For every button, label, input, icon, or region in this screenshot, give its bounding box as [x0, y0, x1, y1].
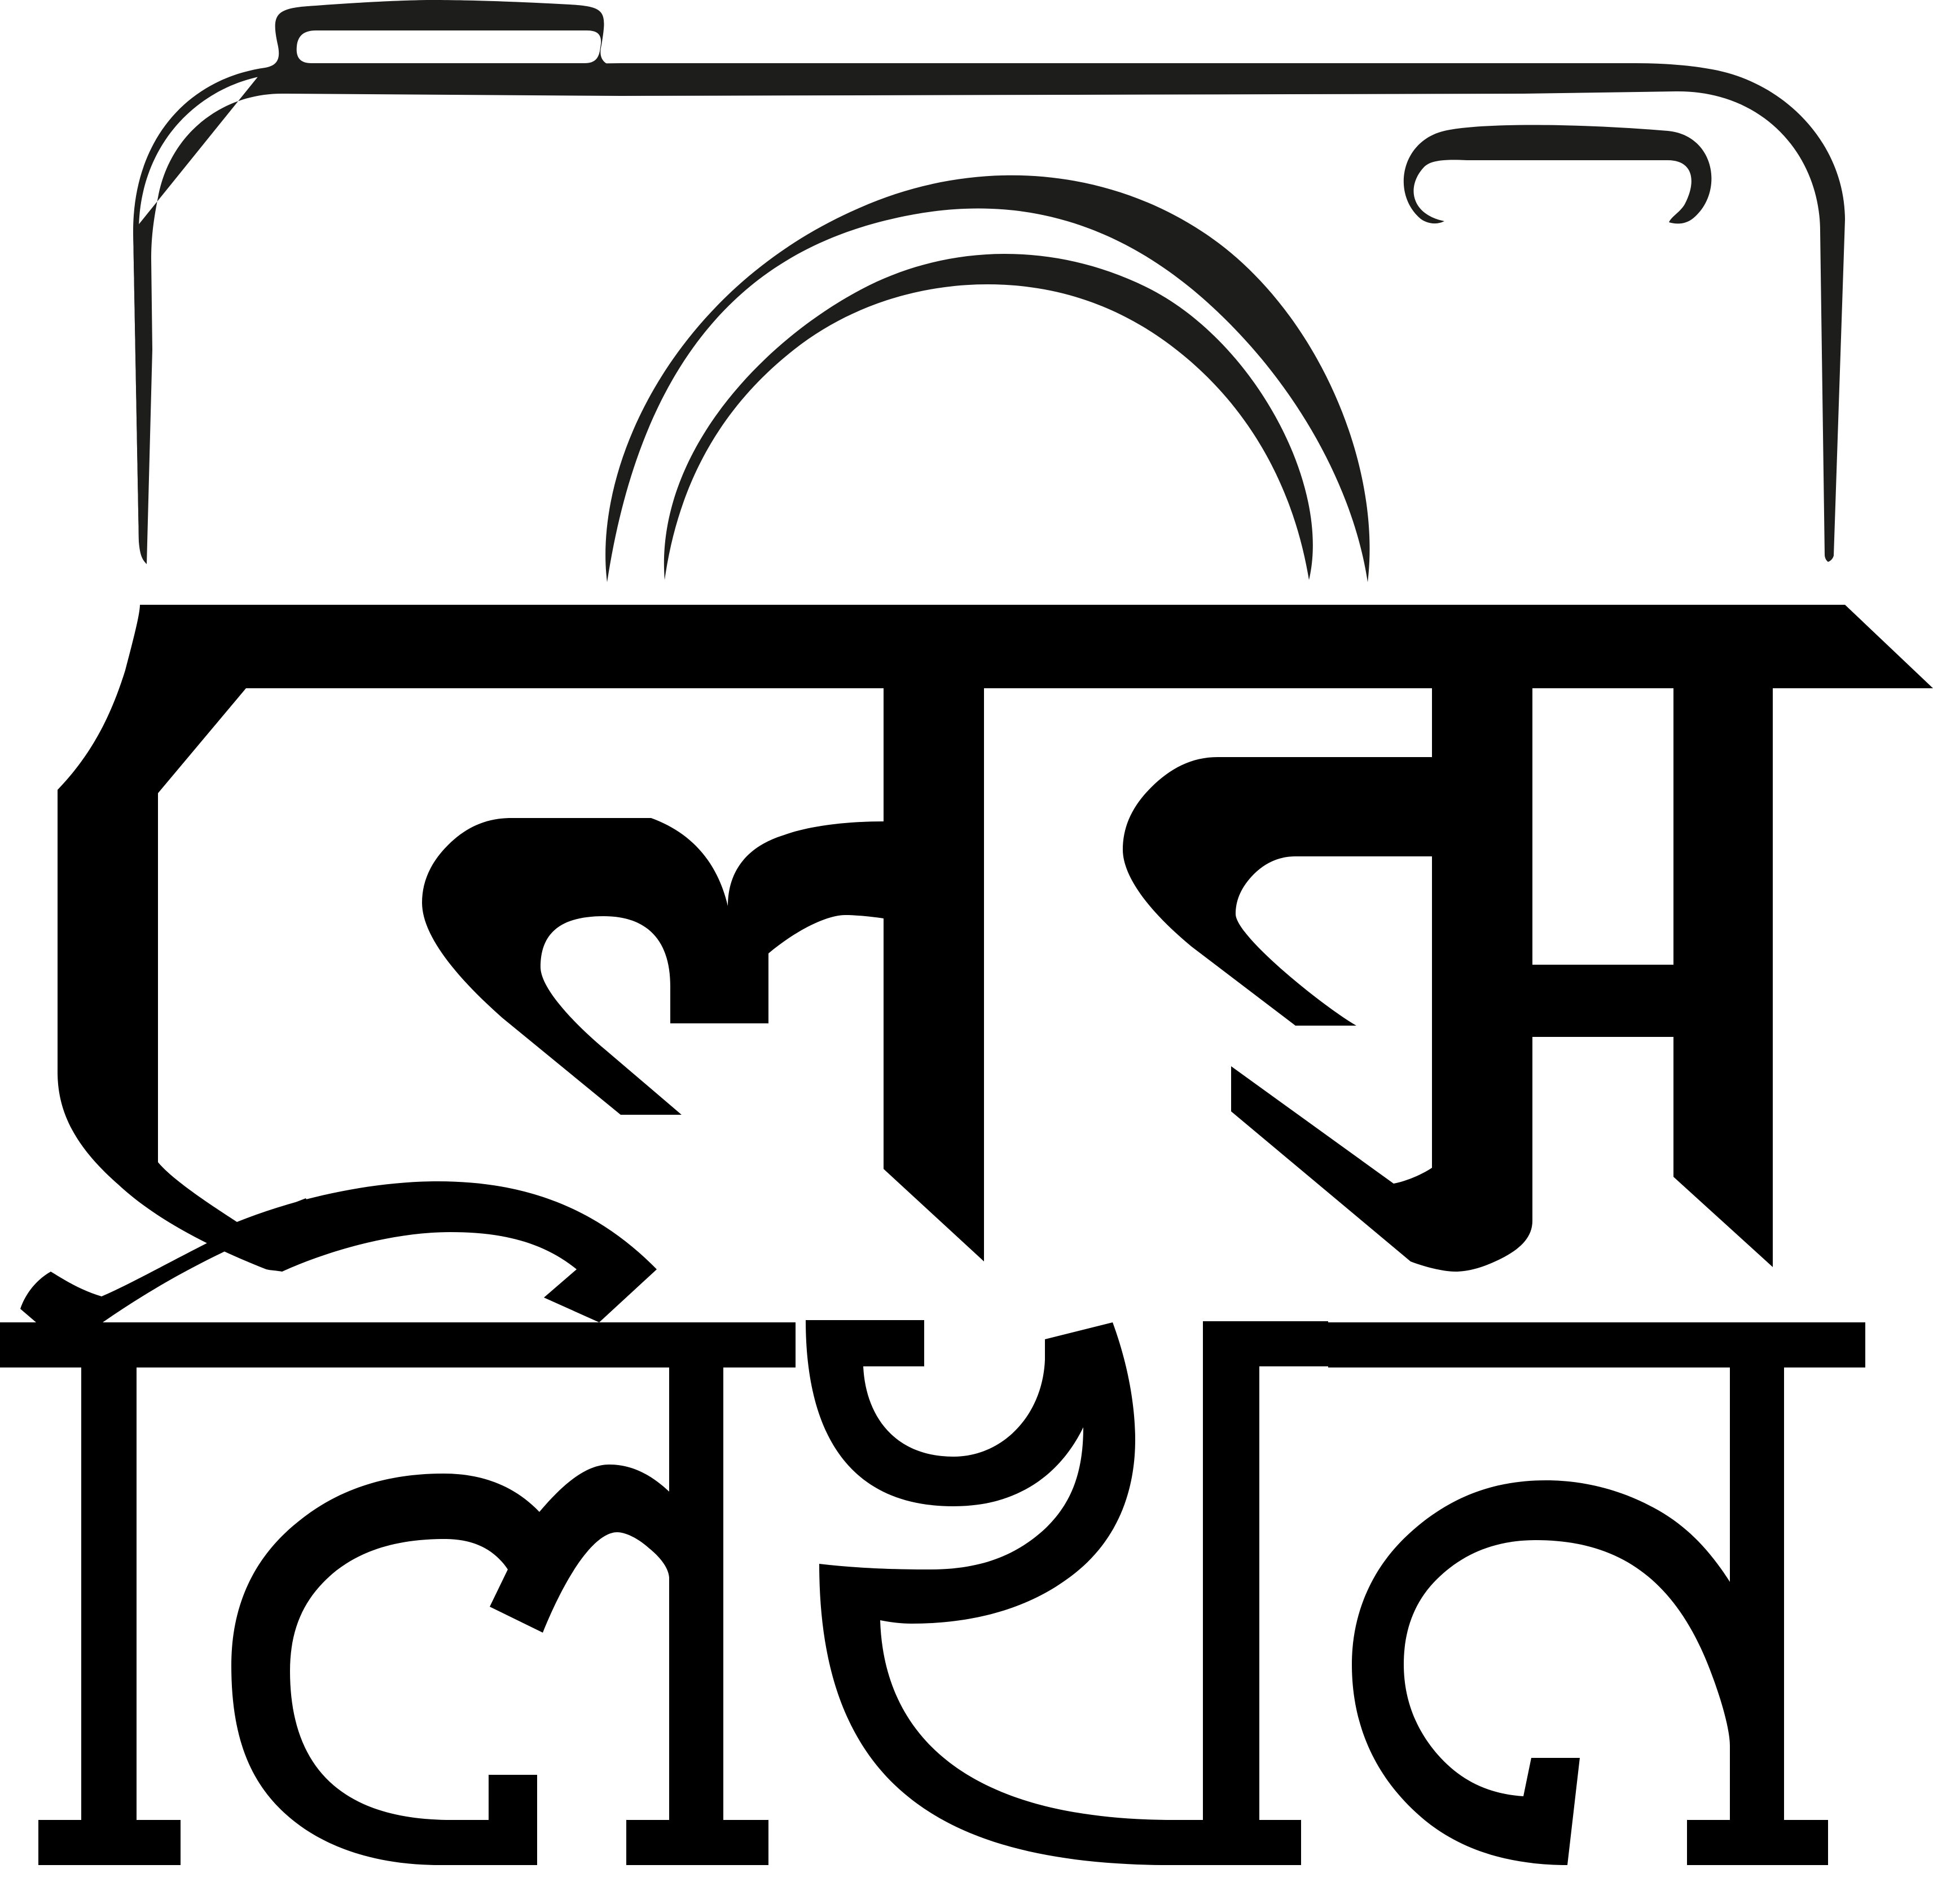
word-local [0, 1198, 1865, 1865]
word-aam [58, 605, 1933, 1322]
local-headline-bar [0, 1322, 796, 1865]
camera-icon [133, 0, 1845, 582]
camera-viewfinder [1404, 125, 1712, 224]
local-la [1328, 1322, 1865, 1865]
aam-ma-window [1532, 688, 1673, 965]
local-ka [806, 1320, 1328, 1865]
camera-hot-shoe-slot [297, 30, 601, 63]
camera-lens-outer-arc [605, 175, 1369, 582]
